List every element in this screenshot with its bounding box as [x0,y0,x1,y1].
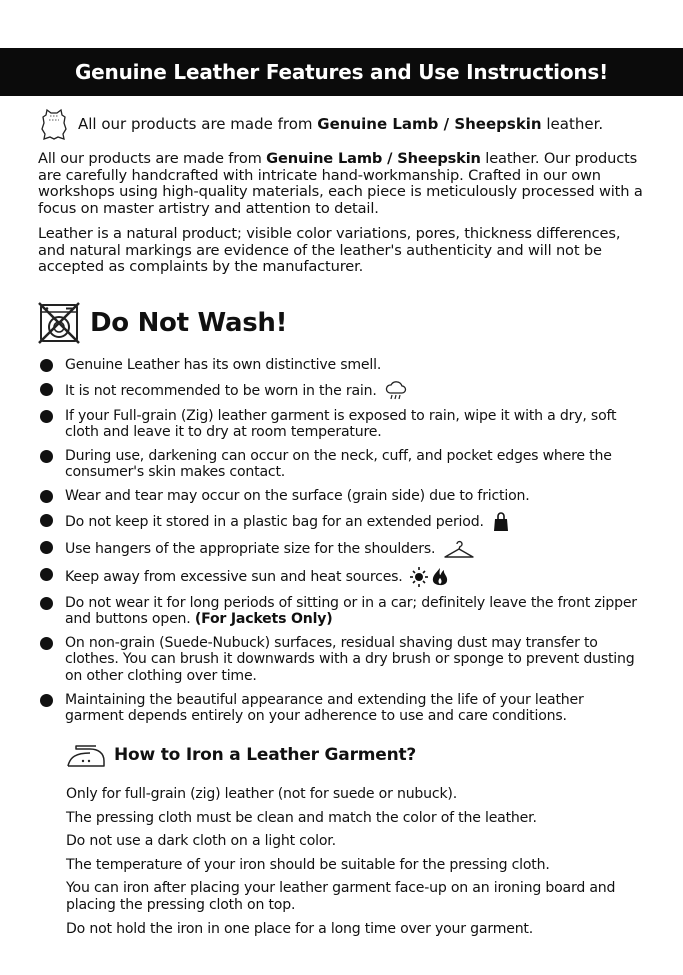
hanger-icon [443,539,475,559]
bullet-dot [40,568,53,581]
list-item: The pressing cloth must be clean and match the color of the leather. [66,809,537,826]
do-not-wash-title: Do Not Wash! [90,308,288,338]
bullet-dot [40,410,53,423]
intro-bold: Genuine Lamb / Sheepskin [317,115,542,133]
list-item: Do not wear it for long periods of sitting or in a car; definitely leave the front zipper and buttons open. (For Jackets Only) [40,595,645,628]
list-item: You can iron after placing your leather garment face-up on an ironing board and placing the pressing cloth on top. [66,880,616,913]
header-banner [0,48,683,96]
bullet-dot [40,597,53,610]
bullet-dot [40,359,53,372]
paragraph-craft [38,151,650,217]
bullet-dot [40,383,53,396]
list-item: On non-grain (Suede-Nubuck) surfaces, residual shaving dust may transfer to clothes. You can brush it downwards with a dry brush or sponge to prevent dusting on other clothing over time. [40,635,645,685]
bullet-dot [40,514,53,527]
list-item: Use hangers of the appropriate size for the shoulders. [40,539,645,559]
bullet-dot [40,637,53,650]
list-item: Keep away from excessive sun and heat sources. [40,566,645,588]
iron-icon [66,741,106,769]
list-item: Wear and tear may occur on the surface (grain side) due to friction. [40,488,645,505]
rain-cloud-icon [384,381,408,401]
do-not-wash-heading [38,302,287,344]
p1-prefix: All our products are made from [38,150,267,167]
list-item: Only for full-grain (zig) leather (not for suede or nubuck). [66,786,457,802]
sun-fire-icon [410,566,450,588]
list-item: Maintaining the beautiful appearance and extending the life of your leather garment depends entirely on your adherence to use and care conditions. [40,692,645,725]
page-title: Genuine Leather Features and Use Instructions! [74,60,609,84]
bullet-dot [40,541,53,554]
iron-instructions [66,786,646,944]
list-item: It is not recommended to be worn in the rain. [40,381,645,401]
intro-prefix: All our products are made from [78,115,318,133]
iron-heading [66,741,416,769]
list-item: During use, darkening can occur on the neck, cuff, and pocket edges where the consumer's skin makes contact. [40,448,645,481]
intro-line [36,106,603,142]
leather-hide-icon [36,106,72,142]
jackets-only-note: (For Jackets Only) [194,611,333,628]
intro-suffix: leather. [541,115,604,133]
bullet-dot [40,450,53,463]
care-list [40,357,645,732]
bullet-dot [40,490,53,503]
list-item: Do not hold the iron in one place for a long time over your garment. [66,920,534,937]
intro-text [78,115,603,133]
list-item: Do not use a dark cloth on a light color. [66,833,336,850]
paragraph-natural: Leather is a natural product; visible color variations, pores, thickness differences, and natural markings are evidence of the leather's authenticity and will not be accepted as complaints by the manufacturer. [38,225,621,276]
p1-bold: Genuine Lamb / Sheepskin [266,150,481,167]
bag-icon [491,512,511,532]
list-item: The temperature of your iron should be suitable for the pressing cloth. [66,856,550,873]
p1-suffix: leather. Our products are carefully handcrafted with intricate hand-workmanship. Crafted in our own workshops using high-quality materials, each piece is meticulously processed with a focus on master artistry and attention to detail. [38,150,643,217]
iron-title: How to Iron a Leather Garment? [114,745,417,765]
do-not-wash-icon [38,302,80,344]
list-item: If your Full-grain (Zig) leather garment is exposed to rain, wipe it with a dry, soft cloth and leave it to dry at room temperature. [40,408,645,441]
list-item: Do not keep it stored in a plastic bag for an extended period. [40,512,645,532]
list-item: Genuine Leather has its own distinctive smell. [40,357,645,374]
bullet-dot [40,694,53,707]
